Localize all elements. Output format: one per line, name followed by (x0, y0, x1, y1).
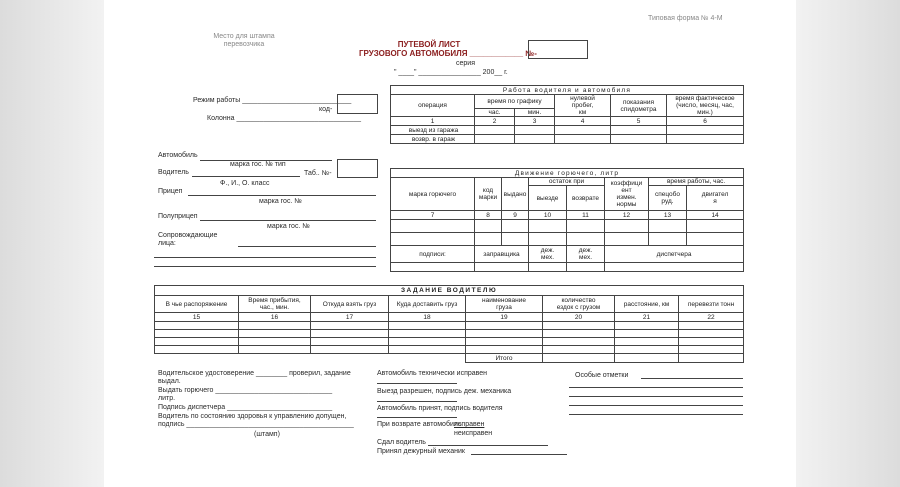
work-h-actual-time: время фактическое (число, месяц, час, мин.) (667, 95, 744, 117)
number-input-box[interactable] (528, 40, 588, 59)
work-table (390, 85, 744, 144)
escort-line-3 (154, 266, 376, 267)
serviceable-option: исправен (454, 421, 485, 428)
fuel-sign-label: подписи: (391, 246, 475, 263)
fuel-sign-mechanic-2: деж. мех. (567, 246, 605, 263)
code-label: код- (319, 106, 333, 113)
accepted-by-mechanic-line (471, 454, 567, 455)
notes-line-4 (569, 405, 743, 406)
background-right (796, 0, 900, 487)
semitrailer-line (200, 220, 376, 221)
trailer-sub-labels: марка гос. № (259, 198, 302, 205)
on-return-label: При возврате автомобиль (377, 421, 462, 428)
dispatcher-signature-line: Подпись диспетчера ___________________________ (158, 404, 333, 411)
background-left (0, 0, 104, 487)
task-num-15: 15 (155, 313, 239, 322)
work-h-speedometer: показания спидометра (611, 95, 667, 117)
vehicle-ok-line (377, 383, 457, 384)
work-num-2: 2 (475, 117, 515, 126)
fuel-h-departure: выезде (529, 186, 567, 211)
fuel-sign-mechanic-1: деж. мех. (529, 246, 567, 263)
fuel-h-work-time: время работы, час. (649, 178, 744, 186)
task-num-21: 21 (615, 313, 679, 322)
escort-label: Сопровождающие (158, 232, 218, 239)
work-num-5: 5 (611, 117, 667, 126)
task-total-label: Итого (466, 354, 543, 363)
code-input-box[interactable] (337, 94, 378, 114)
task-num-16: 16 (239, 313, 311, 322)
task-num-22: 22 (679, 313, 744, 322)
vehicle-accepted-line (377, 417, 457, 418)
handed-by-driver-line (428, 445, 548, 446)
semitrailer-sub-labels: марка гос. № (267, 223, 310, 230)
semitrailer-label: Полуприцеп (158, 213, 198, 220)
fuel-sign-dispatcher: диспетчера (605, 246, 744, 263)
form-subtitle: ГРУЗОВОГО АВТОМОБИЛЯ ____________ №- (359, 49, 537, 58)
notes-line-2 (569, 387, 743, 388)
stamp-label-1: Место для штампа (213, 33, 275, 40)
notes-line-5 (569, 414, 743, 415)
accepted-by-mechanic-label: Принял дежурный механик (377, 448, 465, 455)
task-h-disposal: В чье распоряжение (155, 296, 239, 313)
fuel-h-fuel-brand: марка горючего (391, 178, 475, 211)
work-h-hours: час. (475, 109, 515, 117)
fuel-num-7: 7 (391, 211, 475, 220)
fuel-num-9: 9 (502, 211, 529, 220)
escort-label-2: лица: (158, 240, 176, 247)
stamp-caption: (штамп) (254, 431, 280, 438)
task-h-cargo-name: наименование груза (466, 296, 543, 313)
fuel-h-remainder: остаток при (529, 178, 605, 186)
task-h-arrival: Время прибытия, час., мин. (239, 296, 311, 313)
fuel-num-14: 14 (687, 211, 744, 220)
vehicle-ok-label: Автомобиль технически исправен (377, 370, 488, 377)
fuel-num-8: 8 (475, 211, 502, 220)
form-type-label: Типовая форма № 4-М (648, 15, 723, 22)
notes-line-3 (569, 396, 743, 397)
task-num-18: 18 (389, 313, 466, 322)
driver-line (192, 176, 300, 177)
work-row-return: возвр. в гараж (391, 135, 475, 144)
work-num-6: 6 (667, 117, 744, 126)
series-label: серия (456, 60, 475, 67)
fuel-sign-refueler: заправщика (475, 246, 529, 263)
waybill-form-sheet (104, 0, 796, 487)
fuel-h-coefficient: коэффици ент измен. нормы (605, 178, 649, 211)
handed-by-driver-label: Сдал водитель (377, 439, 426, 446)
task-h-from: Откуда взять груз (311, 296, 389, 313)
car-label: Автомобиль (158, 152, 198, 159)
work-h-operation: операция (391, 95, 475, 117)
task-num-17: 17 (311, 313, 389, 322)
task-num-20: 20 (543, 313, 615, 322)
special-notes-label: Особые отметки (575, 372, 629, 379)
license-check-line: Водительское удостоверение ________ проверил, задание (158, 370, 351, 377)
issue-fuel-line: Выдать горючего ______________________________ (158, 387, 333, 394)
health-admission-line: Водитель по состоянию здоровья к управлению допущен, (158, 413, 347, 420)
task-h-tons: перевезти тонн (679, 296, 744, 313)
task-num-19: 19 (466, 313, 543, 322)
health-signature-line: подпись ___________________________________________ (158, 421, 354, 428)
fuel-h-engine: двигател я (687, 186, 744, 211)
work-num-1: 1 (391, 117, 475, 126)
fuel-h-issued: выдано (502, 178, 529, 211)
fuel-table (390, 168, 744, 272)
fuel-table-title: Движение горючего, литр (391, 169, 744, 178)
stamp-label-2: перевозчика (223, 41, 265, 48)
departure-allowed-line (377, 401, 457, 402)
fuel-h-return: возврате (567, 186, 605, 211)
date-line: " ____" ________________ 200__ г. (394, 69, 508, 76)
work-row-departure: выезд из гаража (391, 126, 475, 135)
fuel-num-10: 10 (529, 211, 567, 220)
column-field: Колонна ________________________________ (207, 115, 362, 122)
work-h-schedule: время по графику (475, 95, 555, 109)
tab-number-box[interactable] (337, 159, 378, 178)
tab-label: Таб.. №- (304, 170, 332, 177)
work-num-3: 3 (515, 117, 555, 126)
notes-line-1 (641, 378, 743, 379)
liter-label: литр. (158, 395, 176, 402)
work-num-4: 4 (555, 117, 611, 126)
form-title: ПУТЕВОЙ ЛИСТ (397, 40, 461, 49)
task-h-to: Куда доставить груз (389, 296, 466, 313)
departure-allowed-label: Выезд разрешен, подпись деж. механика (377, 388, 512, 395)
task-table-title: ЗАДАНИЕ ВОДИТЕЛЮ (155, 286, 744, 296)
driver-sub-labels: Ф., И., О. класс (220, 180, 270, 187)
vehicle-accepted-label: Автомобиль принят, подпись водителя (377, 405, 503, 412)
unserviceable-option: неисправен (454, 430, 493, 437)
work-table-title: Работа водителя и автомобиля (391, 86, 744, 95)
driver-label: Водитель (158, 169, 189, 176)
work-h-zero-mileage: нулевой пробег, км (555, 95, 611, 117)
trailer-line (188, 195, 376, 196)
fuel-num-13: 13 (649, 211, 687, 220)
work-h-minutes: мин. (515, 109, 555, 117)
fuel-num-11: 11 (567, 211, 605, 220)
escort-line-1 (238, 246, 376, 247)
task-issued-line: выдал. (158, 378, 181, 385)
fuel-num-12: 12 (605, 211, 649, 220)
escort-line-2 (154, 257, 376, 258)
fuel-h-special-equipment: спецобо руд. (649, 186, 687, 211)
fuel-h-brand-code: код марки (475, 178, 502, 211)
task-h-trips: количество ездок с грузом (543, 296, 615, 313)
task-h-distance: расстояние, км (615, 296, 679, 313)
driver-task-table (154, 285, 744, 363)
car-sub-labels: марка гос. № тип (230, 161, 286, 168)
trailer-label: Прицеп (158, 188, 183, 195)
mode-field: Режим работы ____________________________ (193, 97, 352, 104)
